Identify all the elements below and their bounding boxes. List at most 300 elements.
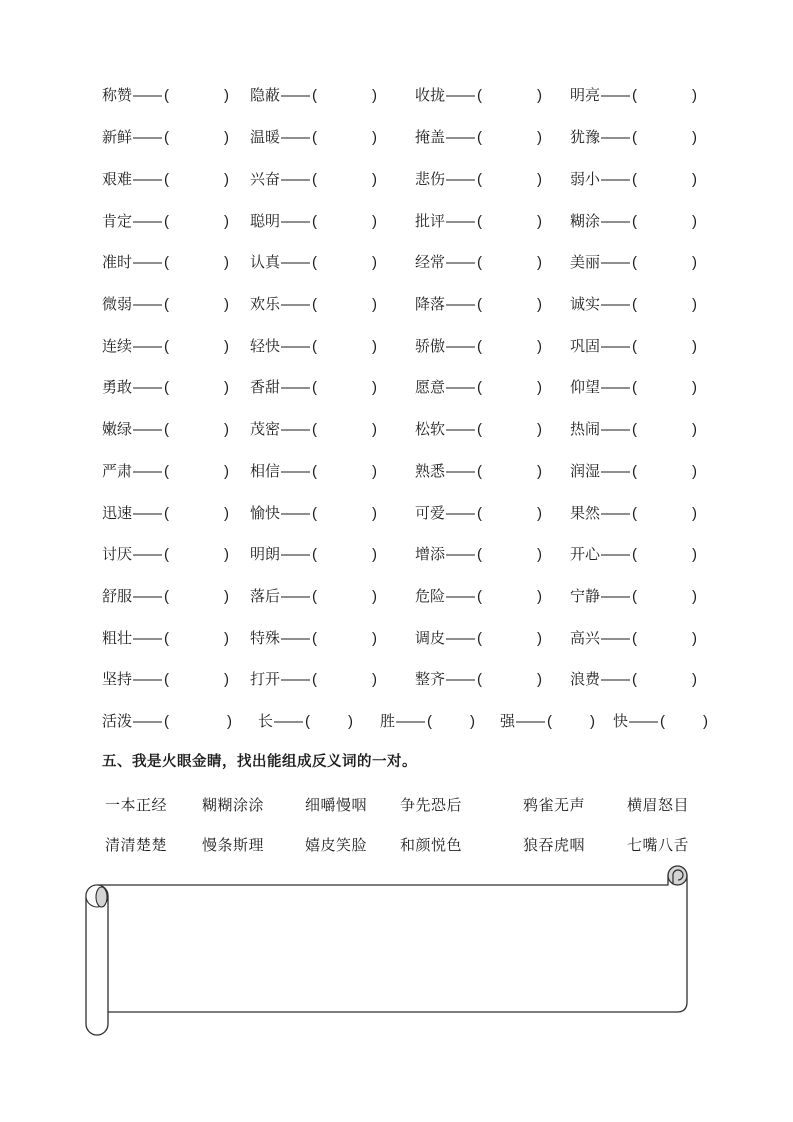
antonym-word: 茂密: [250, 421, 281, 439]
antonym-word: 欢乐: [250, 295, 281, 313]
close-paren: ): [692, 504, 698, 522]
close-paren: ): [372, 421, 378, 439]
close-paren: ): [348, 713, 354, 731]
antonym-word: 隐蔽: [250, 87, 281, 105]
antonym-word: 危险: [415, 587, 446, 605]
close-paren: ): [537, 212, 543, 230]
close-paren: ): [224, 170, 230, 188]
open-paren: (: [632, 170, 638, 188]
open-paren: (: [477, 462, 483, 480]
dash-separator: ——: [601, 87, 630, 105]
antonym-item: [570, 335, 735, 356]
close-paren: ): [537, 421, 543, 439]
antonym-word: 讨厌: [102, 546, 133, 564]
idiom-item: 糊糊涂涂: [202, 796, 265, 814]
open-paren: (: [305, 713, 311, 731]
dash-separator: ——: [133, 462, 162, 480]
antonym-word: 收拢: [415, 87, 446, 105]
antonym-row: [102, 575, 735, 617]
close-paren: ): [227, 713, 233, 731]
antonym-item: [250, 251, 415, 272]
antonym-word: 连续: [102, 337, 133, 355]
antonym-word: 准时: [102, 254, 133, 272]
open-paren: (: [312, 129, 318, 147]
antonym-item: [250, 376, 415, 397]
open-paren: (: [632, 129, 638, 147]
antonym-word: 愉快: [250, 504, 281, 522]
close-paren: ): [537, 337, 543, 355]
antonym-word: 愿意: [415, 379, 446, 397]
dash-separator: ——: [281, 379, 310, 397]
antonym-item: [415, 585, 570, 606]
antonym-word: 明亮: [570, 87, 601, 105]
antonym-word: 诚实: [570, 295, 601, 313]
antonym-word: 严肃: [102, 462, 133, 480]
open-paren: (: [164, 129, 170, 147]
antonym-item: [250, 502, 415, 523]
idiom-item: 细嚼慢咽: [305, 796, 368, 814]
open-paren: (: [632, 504, 638, 522]
antonym-word: 落后: [250, 587, 281, 605]
antonym-item: [250, 668, 415, 689]
close-paren: ): [224, 129, 230, 147]
open-paren: (: [477, 379, 483, 397]
antonym-row: [102, 366, 735, 408]
open-paren: (: [477, 546, 483, 564]
antonym-item: [102, 460, 250, 481]
antonym-word: 热闹: [570, 421, 601, 439]
antonym-word: 坚持: [102, 671, 133, 689]
dash-separator: ——: [446, 671, 475, 689]
antonym-item: [102, 668, 250, 689]
antonym-item: [570, 585, 735, 606]
dash-separator: ——: [601, 629, 630, 647]
close-paren: ): [470, 713, 476, 731]
dash-separator: ——: [601, 546, 630, 564]
open-paren: (: [477, 254, 483, 272]
antonym-item: [415, 627, 570, 648]
antonym-word: 强: [500, 713, 516, 731]
antonym-word: 松软: [415, 421, 446, 439]
close-paren: ): [537, 87, 543, 105]
open-paren: (: [427, 713, 433, 731]
dash-separator: ——: [133, 546, 162, 564]
antonym-item: [415, 168, 570, 189]
dash-separator: ——: [601, 587, 630, 605]
dash-separator: ——: [601, 295, 630, 313]
open-paren: (: [312, 295, 318, 313]
antonym-word: 可爱: [415, 504, 446, 522]
antonym-word: 犹豫: [570, 129, 601, 147]
antonym-item: [415, 418, 570, 439]
antonym-row: [102, 116, 735, 158]
antonym-item: [380, 710, 500, 731]
close-paren: ): [372, 546, 378, 564]
antonym-item: [570, 502, 735, 523]
open-paren: (: [312, 87, 318, 105]
antonym-item: [570, 376, 735, 397]
antonym-item: [102, 710, 258, 731]
dash-separator: ——: [446, 379, 475, 397]
close-paren: ): [372, 295, 378, 313]
close-paren: ): [692, 254, 698, 272]
dash-separator: ——: [601, 421, 630, 439]
open-paren: (: [312, 671, 318, 689]
antonym-item: [415, 460, 570, 481]
close-paren: ): [537, 462, 543, 480]
antonym-word: 整齐: [415, 671, 446, 689]
antonym-word: 美丽: [570, 254, 601, 272]
close-paren: ): [372, 629, 378, 647]
antonym-word: 兴奋: [250, 170, 281, 188]
dash-separator: ——: [133, 379, 162, 397]
antonym-word: 悲伤: [415, 170, 446, 188]
antonym-item: [415, 335, 570, 356]
open-paren: (: [312, 504, 318, 522]
antonym-item: [258, 710, 380, 731]
antonym-word: 糊涂: [570, 212, 601, 230]
antonym-item: [415, 376, 570, 397]
antonym-row: [102, 408, 735, 450]
antonym-word: 弱小: [570, 170, 601, 188]
antonym-item: [415, 126, 570, 147]
dash-separator: ——: [133, 87, 162, 105]
open-paren: (: [164, 379, 170, 397]
open-paren: (: [477, 337, 483, 355]
antonym-word: 艰难: [102, 170, 133, 188]
dash-separator: ——: [601, 504, 630, 522]
open-paren: (: [477, 421, 483, 439]
dash-separator: ——: [133, 504, 162, 522]
dash-separator: ——: [281, 504, 310, 522]
antonym-item: [570, 460, 735, 481]
close-paren: ): [372, 87, 378, 105]
dash-separator: ——: [133, 629, 162, 647]
open-paren: (: [312, 462, 318, 480]
antonym-word: 掩盖: [415, 129, 446, 147]
antonym-item: [250, 168, 415, 189]
antonym-item: [570, 543, 735, 564]
dash-separator: ——: [446, 587, 475, 605]
close-paren: ): [590, 713, 596, 731]
antonym-row: [102, 157, 735, 199]
dash-separator: ——: [281, 254, 310, 272]
open-paren: (: [632, 254, 638, 272]
dash-separator: ——: [516, 713, 545, 731]
close-paren: ): [372, 379, 378, 397]
scroll-right-curl: [668, 866, 687, 885]
open-paren: (: [477, 87, 483, 105]
antonym-word: 增添: [415, 546, 446, 564]
close-paren: ): [692, 421, 698, 439]
idiom-item: 一本正经: [105, 796, 168, 814]
idiom-item: 横眉怒目: [627, 796, 690, 814]
antonym-word: 仰望: [570, 379, 601, 397]
dash-separator: ——: [133, 212, 162, 230]
antonym-row: [102, 283, 735, 325]
dash-separator: ——: [281, 671, 310, 689]
antonym-row: [102, 324, 735, 366]
close-paren: ): [224, 546, 230, 564]
dash-separator: ——: [281, 129, 310, 147]
open-paren: (: [477, 212, 483, 230]
antonym-item: [570, 293, 735, 314]
antonym-word: 宁静: [570, 587, 601, 605]
antonym-word: 骄傲: [415, 337, 446, 355]
close-paren: ): [224, 671, 230, 689]
open-paren: (: [477, 129, 483, 147]
close-paren: ): [537, 671, 543, 689]
antonym-item: [250, 418, 415, 439]
antonym-item: [415, 668, 570, 689]
antonym-row: [102, 533, 735, 575]
antonym-word: 新鲜: [102, 129, 133, 147]
antonym-item: [570, 251, 735, 272]
antonym-row-last: [102, 700, 735, 742]
idiom-item: 争先恐后: [400, 796, 463, 814]
open-paren: (: [477, 629, 483, 647]
antonym-item: [250, 335, 415, 356]
open-paren: (: [164, 462, 170, 480]
close-paren: ): [537, 379, 543, 397]
idiom-item: 和颜悦色: [400, 836, 463, 854]
close-paren: ): [372, 671, 378, 689]
open-paren: (: [312, 337, 318, 355]
antonym-item: [102, 210, 250, 231]
dash-separator: ——: [133, 129, 162, 147]
close-paren: ): [692, 212, 698, 230]
close-paren: ): [224, 587, 230, 605]
dash-separator: ——: [133, 295, 162, 313]
dash-separator: ——: [281, 170, 310, 188]
antonym-word: 降落: [415, 295, 446, 313]
antonym-word: 肯定: [102, 212, 133, 230]
close-paren: ): [692, 629, 698, 647]
antonym-item: [250, 210, 415, 231]
antonym-word: 熟悉: [415, 462, 446, 480]
antonym-item: [102, 376, 250, 397]
open-paren: (: [632, 546, 638, 564]
close-paren: ): [224, 254, 230, 272]
close-paren: ): [537, 504, 543, 522]
dash-separator: ——: [274, 713, 303, 731]
dash-separator: ——: [601, 212, 630, 230]
dash-separator: ——: [281, 212, 310, 230]
open-paren: (: [632, 87, 638, 105]
antonym-item: [415, 84, 570, 105]
antonym-word: 长: [258, 713, 274, 731]
antonym-word: 明朗: [250, 546, 281, 564]
open-paren: (: [477, 295, 483, 313]
antonym-item: [500, 710, 613, 731]
antonym-item: [250, 126, 415, 147]
antonym-row: [102, 449, 735, 491]
dash-separator: ——: [133, 587, 162, 605]
open-paren: (: [312, 629, 318, 647]
dash-separator: ——: [629, 713, 658, 731]
open-paren: (: [164, 504, 170, 522]
antonym-item: [102, 627, 250, 648]
antonym-item: [570, 627, 735, 648]
antonym-word: 香甜: [250, 379, 281, 397]
open-paren: (: [164, 170, 170, 188]
antonym-item: [102, 126, 250, 147]
antonym-item: [415, 502, 570, 523]
open-paren: (: [312, 379, 318, 397]
idiom-item: 鸦雀无声: [523, 796, 586, 814]
antonym-word: 嫩绿: [102, 421, 133, 439]
antonym-word: 高兴: [570, 629, 601, 647]
antonym-item: [102, 418, 250, 439]
antonym-item: [570, 84, 735, 105]
antonym-item: [570, 168, 735, 189]
dash-separator: ——: [446, 254, 475, 272]
dash-separator: ——: [133, 713, 162, 731]
antonym-item: [102, 335, 250, 356]
dash-separator: ——: [446, 337, 475, 355]
dash-separator: ——: [281, 337, 310, 355]
close-paren: ): [537, 546, 543, 564]
antonym-word: 相信: [250, 462, 281, 480]
dash-separator: ——: [601, 129, 630, 147]
antonym-item: [250, 627, 415, 648]
scroll-sheet: [97, 876, 687, 1013]
open-paren: (: [632, 671, 638, 689]
open-paren: (: [312, 212, 318, 230]
open-paren: (: [164, 671, 170, 689]
open-paren: (: [164, 629, 170, 647]
close-paren: ): [224, 87, 230, 105]
antonym-word: 温暖: [250, 129, 281, 147]
close-paren: ): [372, 337, 378, 355]
scroll-left-roll-paper-edge: [96, 887, 107, 907]
antonym-word: 打开: [250, 671, 281, 689]
dash-separator: ——: [601, 379, 630, 397]
open-paren: (: [477, 170, 483, 188]
close-paren: ): [224, 212, 230, 230]
open-paren: (: [660, 713, 666, 731]
open-paren: (: [312, 254, 318, 272]
close-paren: ): [692, 170, 698, 188]
close-paren: ): [224, 504, 230, 522]
open-paren: (: [312, 170, 318, 188]
antonym-word: 特殊: [250, 629, 281, 647]
antonym-item: [102, 84, 250, 105]
antonym-word: 轻快: [250, 337, 281, 355]
open-paren: (: [164, 212, 170, 230]
open-paren: (: [632, 462, 638, 480]
antonym-word: 浪费: [570, 671, 601, 689]
dash-separator: ——: [446, 462, 475, 480]
close-paren: ): [537, 254, 543, 272]
close-paren: ): [692, 87, 698, 105]
dash-separator: ——: [133, 671, 162, 689]
open-paren: (: [632, 587, 638, 605]
dash-separator: ——: [446, 504, 475, 522]
dash-separator: ——: [601, 254, 630, 272]
antonym-item: [570, 210, 735, 231]
close-paren: ): [703, 713, 709, 731]
antonym-word: 迅速: [102, 504, 133, 522]
close-paren: ): [372, 462, 378, 480]
close-paren: ): [692, 462, 698, 480]
open-paren: (: [632, 421, 638, 439]
open-paren: (: [164, 421, 170, 439]
dash-separator: ——: [446, 421, 475, 439]
close-paren: ): [537, 129, 543, 147]
open-paren: (: [312, 587, 318, 605]
antonym-word: 舒服: [102, 587, 133, 605]
dash-separator: ——: [446, 295, 475, 313]
idiom-item: 七嘴八舌: [627, 836, 690, 854]
close-paren: ): [224, 462, 230, 480]
antonym-row: [102, 491, 735, 533]
antonym-word: 果然: [570, 504, 601, 522]
antonym-item: [250, 543, 415, 564]
antonym-word: 聪明: [250, 212, 281, 230]
open-paren: (: [632, 212, 638, 230]
idiom-item: 狼吞虎咽: [523, 836, 586, 854]
close-paren: ): [224, 629, 230, 647]
antonym-item: [102, 251, 250, 272]
antonym-word: 调皮: [415, 629, 446, 647]
antonym-word: 称赞: [102, 87, 133, 105]
close-paren: ): [692, 337, 698, 355]
antonym-word: 巩固: [570, 337, 601, 355]
antonym-item: [250, 460, 415, 481]
dash-separator: ——: [446, 129, 475, 147]
antonym-item: [415, 251, 570, 272]
dash-separator: ——: [601, 170, 630, 188]
open-paren: (: [477, 504, 483, 522]
close-paren: ): [224, 421, 230, 439]
close-paren: ): [537, 629, 543, 647]
open-paren: (: [547, 713, 553, 731]
idiom-item: 嬉皮笑脸: [305, 836, 368, 854]
antonym-item: [250, 84, 415, 105]
antonym-item: [102, 293, 250, 314]
antonym-row: [102, 74, 735, 116]
antonym-exercise-grid: [102, 74, 735, 742]
antonym-item: [415, 210, 570, 231]
open-paren: (: [164, 546, 170, 564]
antonym-word: 勇敢: [102, 379, 133, 397]
antonym-word: 开心: [570, 546, 601, 564]
antonym-item: [415, 293, 570, 314]
dash-separator: ——: [281, 462, 310, 480]
dash-separator: ——: [133, 337, 162, 355]
close-paren: ): [692, 546, 698, 564]
antonym-item: [102, 168, 250, 189]
dash-separator: ——: [601, 462, 630, 480]
dash-separator: ——: [281, 587, 310, 605]
dash-separator: ——: [396, 713, 425, 731]
dash-separator: ——: [281, 295, 310, 313]
scroll-banner-svg: [80, 858, 696, 1042]
open-paren: (: [164, 295, 170, 313]
antonym-item: [570, 126, 735, 147]
idiom-item: 慢条斯理: [202, 836, 265, 854]
open-paren: (: [164, 254, 170, 272]
antonym-word: 润湿: [570, 462, 601, 480]
dash-separator: ——: [446, 170, 475, 188]
open-paren: (: [164, 87, 170, 105]
antonym-word: 微弱: [102, 295, 133, 313]
dash-separator: ——: [446, 629, 475, 647]
scroll-banner-graphic: [80, 858, 696, 1042]
antonym-item: [102, 585, 250, 606]
close-paren: ): [692, 295, 698, 313]
